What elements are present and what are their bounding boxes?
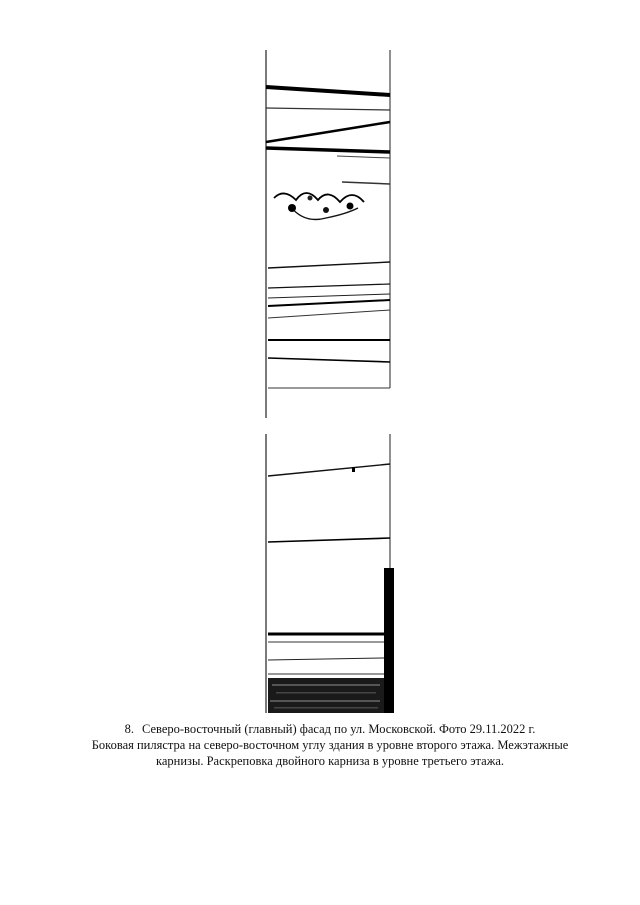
photo-lower-fragment	[262, 434, 398, 713]
facade-photo-image	[262, 48, 398, 713]
figure-caption	[60, 721, 600, 769]
figure-number: 8.	[124, 722, 134, 736]
facade-photo	[262, 48, 398, 713]
caption-title: Северо-восточный (главный) фасад по ул. Московской. Фото 29.11.2022 г.	[141, 722, 536, 736]
photo-upper-fragment	[262, 48, 398, 418]
caption-line-1	[60, 721, 600, 737]
caption-line-3: карнизы. Раскреповка двойного карниза в уровне третьего этажа.	[155, 754, 505, 768]
caption-line-2: Боковая пилястра на северо-восточном углу здания в уровне второго этажа. Межэтажные	[91, 738, 569, 752]
